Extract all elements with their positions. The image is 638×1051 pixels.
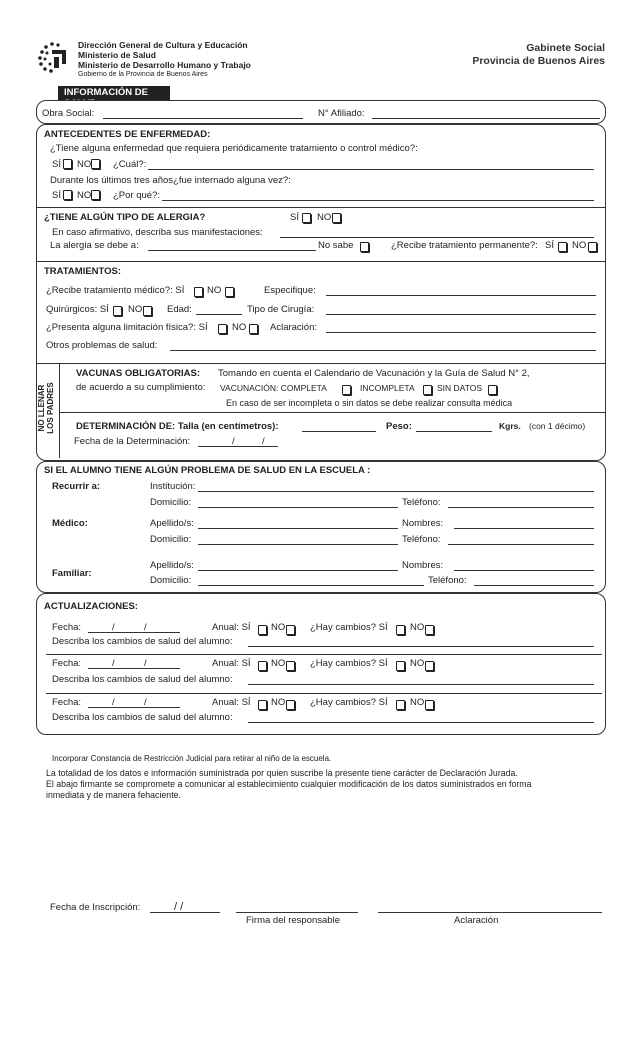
vacunacion-incompleta-checkbox[interactable] xyxy=(423,385,432,395)
act2-cambios-no-label: NO xyxy=(410,658,425,669)
medico-label: Médico: xyxy=(52,518,88,529)
act-separator-2 xyxy=(46,693,602,694)
no-llenar-label xyxy=(37,368,55,448)
afiliado-label: N° Afiliado: xyxy=(318,108,365,119)
no-llenar-line2: LOS PADRES xyxy=(46,382,55,434)
fecha-inscripcion-field[interactable] xyxy=(150,912,220,913)
fecha-determinacion-field[interactable] xyxy=(198,446,278,447)
act2-slash-1: / xyxy=(112,658,115,669)
sin-datos-checkbox[interactable] xyxy=(488,385,497,395)
edad-label: Edad: xyxy=(167,304,192,315)
antecedentes-title: ANTECEDENTES DE ENFERMEDAD: xyxy=(44,129,211,140)
medico-domicilio-label: Domicilio: xyxy=(150,534,192,545)
act1-anual-si-checkbox[interactable] xyxy=(258,625,267,635)
act2-cambios-no-checkbox[interactable] xyxy=(425,661,434,671)
vacunas-text-1: Tomando en cuenta el Calendario de Vacunación y la Guía de Salud N° 2, xyxy=(218,368,530,379)
tipo-cirugia-field[interactable] xyxy=(326,314,596,315)
familiar-telefono-label: Teléfono: xyxy=(428,575,467,586)
act1-slash-2: / xyxy=(144,622,147,633)
act1-fecha-label: Fecha: xyxy=(52,622,82,633)
vacunas-text-2: de acuerdo a su cumplimiento: xyxy=(76,382,206,393)
internado-no-label: NO xyxy=(77,190,92,201)
act1-anual-no-checkbox[interactable] xyxy=(286,625,295,635)
antecedentes-q2: Durante los últimos tres años¿fue internado alguna vez?: xyxy=(50,175,291,186)
familiar-nombres-field[interactable] xyxy=(454,570,594,571)
act3-cambios-no-checkbox[interactable] xyxy=(425,700,434,710)
government-logo xyxy=(36,40,72,74)
permanente-no-checkbox[interactable] xyxy=(588,242,597,252)
act-separator-1 xyxy=(46,654,602,655)
familiar-apellido-field[interactable] xyxy=(198,570,398,571)
alergia-manifestaciones-field[interactable] xyxy=(280,237,594,238)
actualizaciones-title: ACTUALIZACIONES: xyxy=(44,601,138,612)
quirurgicos-no-checkbox[interactable] xyxy=(143,306,152,316)
alergia-si-checkbox[interactable] xyxy=(302,213,311,223)
limitacion-si-checkbox[interactable] xyxy=(218,324,227,334)
legal-text-1: La totalidad de los datos e información suministrada por quien suscribe la presente tiene carácter de Declaración Jurada. xyxy=(46,768,518,778)
act1-anual-label: Anual: SÍ xyxy=(212,622,251,633)
act3-anual-no-checkbox[interactable] xyxy=(286,700,295,710)
familiar-apellido-label: Apellido/s: xyxy=(150,560,194,571)
kgrs-label: Kgrs. xyxy=(499,421,521,431)
province-title: Provincia de Buenos Aires xyxy=(472,55,605,67)
no-sabe-checkbox[interactable] xyxy=(360,242,369,252)
legal-text-2: El abajo firmante se compromete a comunicar al establecimiento cualquier modificación de los datos suministrados en forma xyxy=(46,779,532,789)
act3-anual-no-label: NO xyxy=(271,697,286,708)
restriccion-note: Incorporar Constancia de Restricción Judicial para retirar al niño de la escuela. xyxy=(52,754,332,763)
act1-cambios-no-label: NO xyxy=(410,622,425,633)
antecedentes-no-label: NO xyxy=(77,159,92,170)
act3-cambios-label: ¿Hay cambios? SÍ xyxy=(310,697,388,708)
medico-apellido-label: Apellido/s: xyxy=(150,518,194,529)
cual-label: ¿Cuál?: xyxy=(113,159,147,170)
org-line-1: Dirección General de Cultura y Educación xyxy=(78,40,248,50)
act1-cambios-label: ¿Hay cambios? SÍ xyxy=(310,622,388,633)
act2-cambios-label: ¿Hay cambios? SÍ xyxy=(310,658,388,669)
no-llenar-line1: NO LLENAR xyxy=(37,384,46,432)
institucion-label: Institución: xyxy=(150,481,196,492)
fecha-inscripcion-slashes: / / xyxy=(174,901,184,913)
act3-fecha-label: Fecha: xyxy=(52,697,82,708)
especifique-field[interactable] xyxy=(326,295,596,296)
separator-alergia xyxy=(36,207,606,208)
antecedentes-q1: ¿Tiene alguna enfermedad que requiera periódicamente tratamiento o control médico?: xyxy=(50,143,418,154)
determinacion-label: DETERMINACIÓN DE: Talla (en centímetros): xyxy=(76,421,279,432)
alergia-title: ¿TIENE ALGÚN TIPO DE ALERGIA? xyxy=(44,212,206,223)
alergia-causa-field[interactable] xyxy=(148,250,316,251)
separator-tratamientos xyxy=(36,261,606,262)
section-tab-label: INFORMACIÓN DE SALUD xyxy=(64,87,148,109)
act2-anual-si-checkbox[interactable] xyxy=(258,661,267,671)
act1-describa-field[interactable] xyxy=(248,646,594,647)
escuela-panel xyxy=(36,461,606,593)
medico-apellido-field[interactable] xyxy=(198,528,398,529)
internado-si-checkbox[interactable] xyxy=(63,190,72,200)
act3-slash-1: / xyxy=(112,697,115,708)
antecedentes-si-checkbox[interactable] xyxy=(63,159,72,169)
act2-slash-2: / xyxy=(144,658,147,669)
familiar-telefono-field[interactable] xyxy=(474,585,594,586)
antecedentes-no-checkbox[interactable] xyxy=(91,159,100,169)
aclaracion-firma-label: Aclaración xyxy=(454,915,499,926)
porque-field[interactable] xyxy=(162,200,594,201)
act2-anual-no-label: NO xyxy=(271,658,286,669)
recurrir-domicilio-field[interactable] xyxy=(198,507,398,508)
firma-label: Firma del responsable xyxy=(246,915,340,926)
act1-cambios-si-checkbox[interactable] xyxy=(396,625,405,635)
act2-cambios-si-checkbox[interactable] xyxy=(396,661,405,671)
aclaracion-firma-field[interactable] xyxy=(378,912,602,913)
familiar-domicilio-field[interactable] xyxy=(198,585,424,586)
aclaracion-label: Aclaración: xyxy=(270,322,317,333)
vacunacion-incompleta-label: INCOMPLETA xyxy=(360,383,415,393)
escuela-title: SI EL ALUMNO TIENE ALGÚN PROBLEMA DE SALUD EN LA ESCUELA : xyxy=(44,465,371,476)
tratamiento-medico-no-label: NO xyxy=(207,285,222,296)
legal-text-3: inmediata y de manera fehaciente. xyxy=(46,790,181,800)
padres-inner-separator xyxy=(60,412,606,413)
act3-describa-label: Describa los cambios de salud del alumno: xyxy=(52,712,233,723)
decimo-label: (con 1 décimo) xyxy=(529,421,586,431)
section-tab xyxy=(58,86,170,109)
act3-slash-2: / xyxy=(144,697,147,708)
fecha-inscripcion-label: Fecha de Inscripción: xyxy=(50,902,141,913)
no-sabe-label: No sabe xyxy=(318,240,354,251)
recurrir-telefono-field[interactable] xyxy=(448,507,594,508)
medico-nombres-field[interactable] xyxy=(454,528,594,529)
separator-padres xyxy=(36,363,606,364)
peso-label: Peso: xyxy=(386,421,412,432)
act2-describa-label: Describa los cambios de salud del alumno: xyxy=(52,674,233,685)
act2-anual-no-checkbox[interactable] xyxy=(286,661,295,671)
aclaracion-field[interactable] xyxy=(326,332,596,333)
tratamiento-medico-no-checkbox[interactable] xyxy=(225,287,234,297)
otros-problemas-field[interactable] xyxy=(170,350,596,351)
consulta-medica-text: En caso de ser incompleta o sin datos se debe realizar consulta médica xyxy=(226,398,513,408)
otros-problemas-label: Otros problemas de salud: xyxy=(46,340,158,351)
cual-field[interactable] xyxy=(148,169,594,170)
obra-social-field[interactable] xyxy=(103,118,303,119)
tratamiento-permanente-label: ¿Recibe tratamiento permanente?: xyxy=(391,240,538,251)
org-line-4: Gobierno de la Provincia de Buenos Aires xyxy=(78,71,208,78)
fecha-determinacion-label: Fecha de la Determinación: xyxy=(74,436,191,447)
firma-field[interactable] xyxy=(236,912,358,913)
limitacion-label: ¿Presenta alguna limitación física?: SÍ xyxy=(46,322,208,333)
medico-telefono-label: Teléfono: xyxy=(402,534,441,545)
sin-datos-label: SIN DATOS xyxy=(437,383,483,393)
tratamiento-medico-si-checkbox[interactable] xyxy=(194,287,203,297)
alergia-no-checkbox[interactable] xyxy=(332,213,341,223)
permanente-no-label: NO xyxy=(572,240,587,251)
act3-fecha-field[interactable] xyxy=(88,707,180,708)
act3-anual-label: Anual: SÍ xyxy=(212,697,251,708)
fecha-det-slash-1: / xyxy=(232,436,235,447)
permanente-si-checkbox[interactable] xyxy=(558,242,567,252)
act2-describa-field[interactable] xyxy=(248,684,594,685)
obra-social-label: Obra Social: xyxy=(42,108,95,119)
act1-slash-1: / xyxy=(112,622,115,633)
talla-field[interactable] xyxy=(302,431,376,432)
internado-si-label: SÍ xyxy=(52,190,61,201)
familiar-label: Familiar: xyxy=(52,568,92,579)
tipo-cirugia-label: Tipo de Cirugía: xyxy=(247,304,315,315)
vacunacion-completa-label: VACUNACIÓN: COMPLETA xyxy=(220,383,327,393)
vacunacion-completa-checkbox[interactable] xyxy=(342,385,351,395)
recurrir-telefono-label: Teléfono: xyxy=(402,497,441,508)
act3-anual-si-checkbox[interactable] xyxy=(258,700,267,710)
alergia-se-debe-label: La alergia se debe a: xyxy=(50,240,139,251)
medico-domicilio-field[interactable] xyxy=(198,544,398,545)
quirurgicos-label: Quirúrgicos: SÍ xyxy=(46,304,109,315)
medico-nombres-label: Nombres: xyxy=(402,518,444,529)
institucion-field[interactable] xyxy=(198,491,594,492)
org-line-2: Ministerio de Salud xyxy=(78,50,156,60)
afiliado-field[interactable] xyxy=(372,118,600,119)
familiar-nombres-label: Nombres: xyxy=(402,560,444,571)
alergia-no-label: NO xyxy=(317,212,332,223)
limitacion-no-checkbox[interactable] xyxy=(249,324,258,334)
peso-field[interactable] xyxy=(416,431,492,432)
familiar-domicilio-label: Domicilio: xyxy=(150,575,192,586)
org-line-3: Ministerio de Desarrollo Humano y Trabajo xyxy=(78,60,251,70)
act2-fecha-label: Fecha: xyxy=(52,658,82,669)
alergia-si-label: SÍ xyxy=(290,212,299,223)
act2-fecha-field[interactable] xyxy=(88,668,180,669)
quirurgicos-si-checkbox[interactable] xyxy=(113,306,122,316)
recurrir-domicilio-label: Domicilio: xyxy=(150,497,192,508)
act2-anual-label: Anual: SÍ xyxy=(212,658,251,669)
act3-cambios-si-checkbox[interactable] xyxy=(396,700,405,710)
permanente-si-label: SÍ xyxy=(545,240,554,251)
antecedentes-si-label: SÍ xyxy=(52,159,61,170)
tratamiento-medico-label: ¿Recibe tratamiento médico?: SÍ xyxy=(46,285,185,296)
recurrir-label: Recurrir a: xyxy=(52,481,101,492)
act3-describa-field[interactable] xyxy=(248,722,594,723)
cabinet-title: Gabinete Social xyxy=(526,42,605,54)
tratamientos-title: TRATAMIENTOS: xyxy=(44,266,122,277)
medico-telefono-field[interactable] xyxy=(448,544,594,545)
quirurgicos-no-label: NO xyxy=(128,304,143,315)
especifique-label: Especifique: xyxy=(264,285,316,296)
vacunas-title: VACUNAS OBLIGATORIAS: xyxy=(76,368,201,379)
edad-field[interactable] xyxy=(196,314,242,315)
alergia-describa: En caso afirmativo, describa sus manifestaciones: xyxy=(52,227,263,238)
internado-no-checkbox[interactable] xyxy=(91,190,100,200)
act1-cambios-no-checkbox[interactable] xyxy=(425,625,434,635)
act1-fecha-field[interactable] xyxy=(88,632,180,633)
limitacion-no-label: NO xyxy=(232,322,247,333)
act1-describa-label: Describa los cambios de salud del alumno: xyxy=(52,636,233,647)
act1-anual-no-label: NO xyxy=(271,622,286,633)
act3-cambios-no-label: NO xyxy=(410,697,425,708)
fecha-det-slash-2: / xyxy=(262,436,265,447)
porque-label: ¿Por qué?: xyxy=(113,190,160,201)
